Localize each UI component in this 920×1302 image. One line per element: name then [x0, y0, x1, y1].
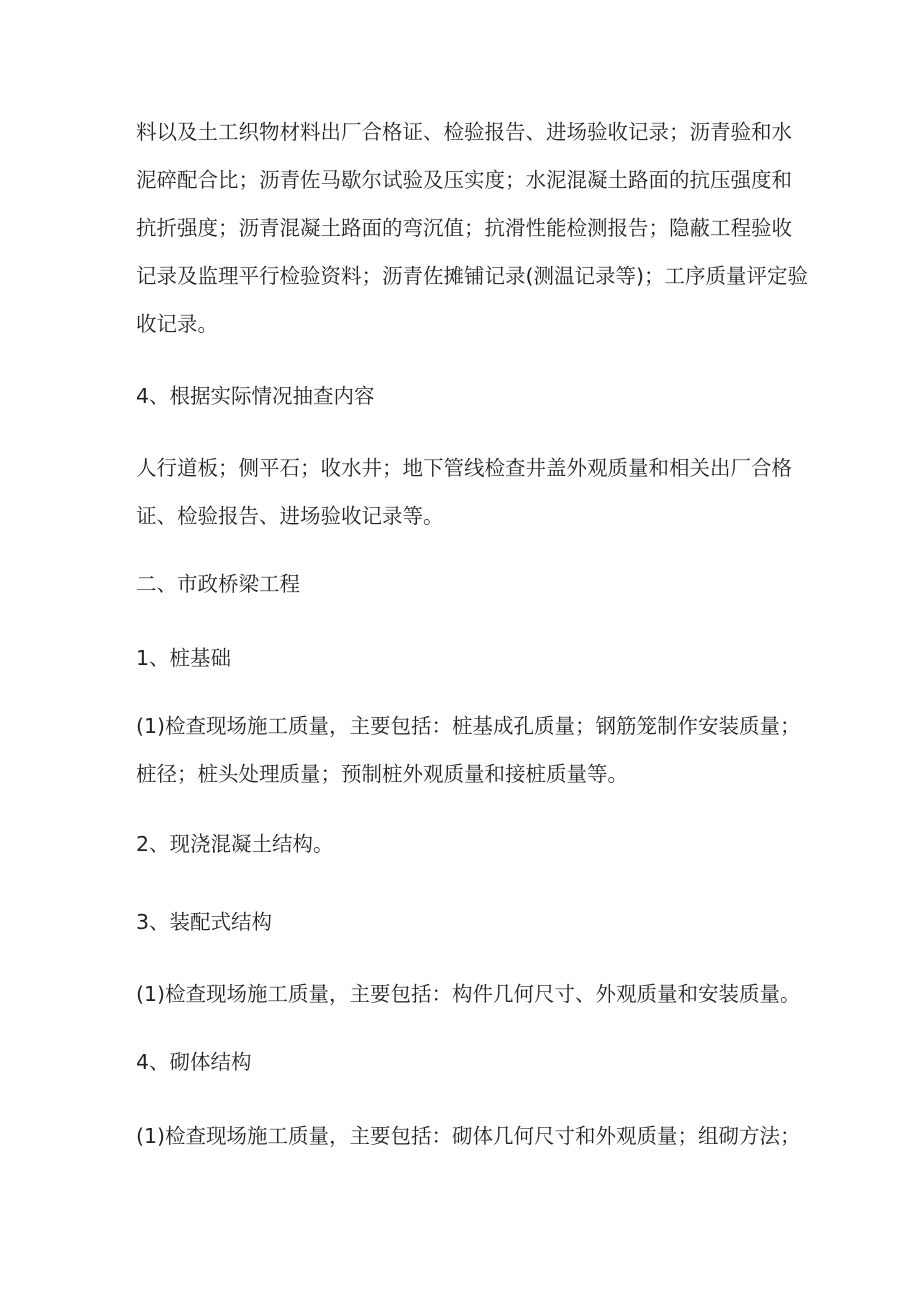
paragraph-materials-line-5: 收记录。 — [136, 312, 218, 336]
heading-pile-foundation: 1、桩基础 — [136, 646, 232, 670]
heading-sampling: 4、根据实际情况抽查内容 — [136, 384, 375, 408]
paragraph-sidewalk-line-2: 证、检验报告、进场验收记录等。 — [136, 504, 444, 528]
paragraph-pile-line-2: 桩径；桩头处理质量；预制桩外观质量和接桩质量等。 — [136, 762, 628, 786]
paragraph-materials-line-3: 抗折强度；沥青混凝土路面的弯沉值；抗滑性能检测报告；隐蔽工程验收 — [136, 216, 792, 240]
paragraph-masonry: (1)检查现场施工质量，主要包括：砌体几何尺寸和外观质量；组砌方法； — [136, 1124, 801, 1148]
section-heading-bridge: 二、市政桥梁工程 — [136, 572, 300, 596]
paragraph-materials-line-1: 料以及土工织物材料出厂合格证、检验报告、进场验收记录；沥青验和水 — [136, 120, 792, 144]
paragraph-sidewalk-line-1: 人行道板；侧平石；收水井；地下管线检查井盖外观质量和相关出厂合格 — [136, 456, 792, 480]
heading-assembly: 3、装配式结构 — [136, 910, 273, 934]
heading-masonry: 4、砌体结构 — [136, 1050, 252, 1074]
paragraph-materials-line-4: 记录及监理平行检验资料；沥青佐摊铺记录(测温记录等)；工序质量评定验 — [136, 264, 808, 288]
paragraph-materials-line-2: 泥碎配合比；沥青佐马歇尔试验及压实度；水泥混凝土路面的抗压强度和 — [136, 168, 792, 192]
paragraph-assembly: (1)检查现场施工质量，主要包括：构件几何尺寸、外观质量和安装质量。 — [136, 982, 801, 1006]
paragraph-pile-line-1: (1)检查现场施工质量，主要包括：桩基成孔质量；钢筋笼制作安装质量； — [136, 714, 801, 738]
heading-cast-in-place: 2、现浇混凝土结构。 — [136, 832, 334, 856]
